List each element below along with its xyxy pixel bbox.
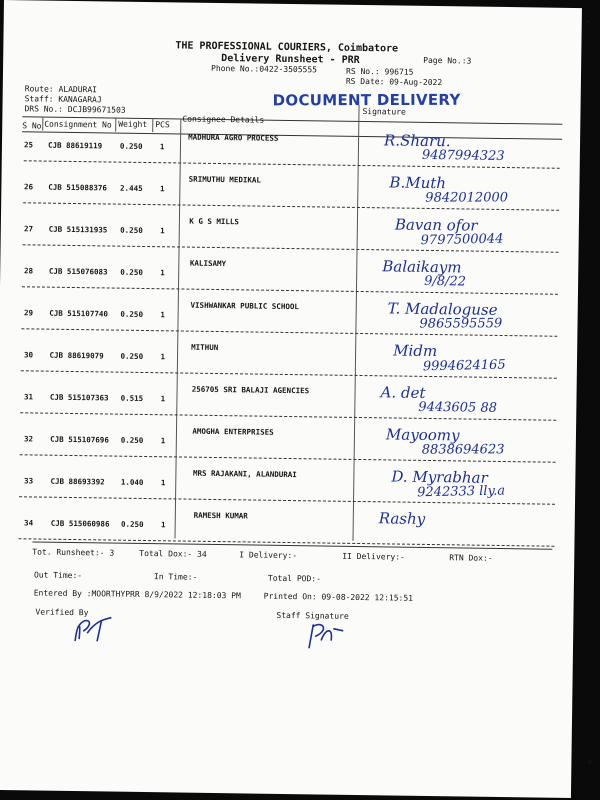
- row-pcs: 1: [160, 520, 166, 530]
- row-pcs: 1: [160, 394, 166, 404]
- col-divider: [174, 118, 181, 538]
- row-sno: 33: [24, 476, 34, 486]
- row-pcs: 1: [160, 436, 166, 446]
- printed-on: Printed On: 09-08-2022 12:15:51: [263, 591, 414, 603]
- row-pcs: 1: [160, 310, 165, 320]
- row-weight: 1.040: [120, 477, 144, 487]
- row-consignee: SRIMUTHU MEDIKAL: [188, 174, 262, 185]
- row-weight: 0.515: [120, 393, 144, 403]
- row-consignment-no: CJB 88619119: [47, 140, 103, 151]
- row-pcs: 1: [160, 478, 166, 488]
- company-name: THE PROFESSIONAL COURIERS, Coimbatore: [175, 40, 399, 55]
- document-delivery-stamp: DOCUMENT DELIVERY: [272, 90, 461, 110]
- row-consignee: MRS RAJAKANI, ALANDURAI: [192, 468, 297, 480]
- row-phone: 9/8/22: [424, 273, 467, 290]
- row-signature: T. Madaloguse: [387, 299, 498, 319]
- row-consignment-no: CJB 515060986: [50, 518, 110, 529]
- staff-signature: Staff Signature: [276, 610, 349, 621]
- row-consignee: 256705 SRI BALAJI AGENCIES: [191, 384, 310, 396]
- header-bottom-rule: [22, 131, 562, 140]
- row-phone: 9842012000: [425, 190, 509, 206]
- row-sno: 28: [23, 266, 34, 276]
- row-sno: 27: [23, 224, 34, 234]
- row-pcs: 1: [160, 268, 165, 278]
- row-sno: 34: [24, 518, 34, 528]
- tot-runsheet: Tot. Runsheet:- 3: [32, 547, 115, 558]
- row-sno: 32: [23, 434, 34, 444]
- row-consignment-no: CJB 515107740: [49, 308, 108, 319]
- row-weight: 0.250: [120, 225, 143, 235]
- row-sno: 29: [23, 308, 34, 318]
- row-consignment-no: CJB 88619079: [49, 350, 104, 361]
- col-divider: [115, 118, 116, 132]
- row-signature: Midm: [393, 341, 438, 361]
- row-signature: Mayoomy: [385, 425, 460, 445]
- route: Route: ALADURAI: [24, 84, 98, 95]
- row-consignment-no: CJB 88693392: [50, 476, 105, 487]
- row-phone: 9487994323: [421, 147, 505, 165]
- row-weight: 0.250: [120, 435, 144, 445]
- scan-artifact: [587, 20, 590, 23]
- row-consignment-no: CJB 515107363: [49, 392, 109, 403]
- row-consignee: K G S MILLS: [189, 216, 240, 227]
- in-time: In Time:-: [153, 572, 198, 582]
- row-sno: 26: [23, 182, 34, 192]
- row-divider: [22, 286, 558, 294]
- row-weight: 0.250: [120, 309, 144, 319]
- out-time: Out Time:-: [33, 570, 83, 581]
- row-signature: Balaikaym: [382, 257, 462, 277]
- row-consignment-no: CJB 515107696: [50, 434, 109, 445]
- row-weight: 0.250: [120, 519, 144, 529]
- row-consignee: AMOGHA ENTERPRISES: [192, 426, 274, 437]
- verified-by-signature: [67, 611, 117, 648]
- row-phone: 9443605 88: [418, 399, 498, 416]
- row-signature: D. Myrabhar: [391, 467, 488, 487]
- row-consignment-no: CJB 515088376: [48, 182, 108, 193]
- row-phone: 8838694623: [421, 442, 505, 458]
- page-number: Page No.:3: [423, 55, 472, 66]
- ii-delivery: II Delivery:-: [342, 551, 405, 562]
- i-delivery: I Delivery:-: [239, 550, 298, 561]
- col-weight: Weight: [118, 119, 148, 130]
- row-pcs: 1: [159, 142, 165, 152]
- drs-number: DRS No.: DCJB99671503: [24, 104, 126, 115]
- col-divider: [152, 118, 153, 132]
- row-pcs: 1: [160, 352, 166, 362]
- row-pcs: 1: [160, 184, 165, 194]
- row-weight: 2.445: [120, 183, 143, 193]
- phone-number: Phone No.:0422-3505555: [211, 63, 318, 75]
- row-phone: 9242333 lly.a: [417, 483, 506, 501]
- rs-number: RS No.: 996715: [345, 66, 414, 77]
- row-signature: Rashy: [378, 509, 426, 528]
- row-sno: 31: [23, 392, 34, 402]
- total-pod: Total POD:-: [267, 573, 321, 584]
- entered-by: Entered By :MOORTHYPRR 8/9/2022 12:18:03 PM: [33, 588, 241, 601]
- row-signature: A. det: [380, 383, 426, 402]
- col-divider: [352, 105, 359, 541]
- row-sno: 30: [23, 350, 34, 360]
- row-phone: 9865595559: [419, 316, 503, 332]
- row-consignee: RAMESH KUMAR: [193, 510, 248, 521]
- col-divider: [42, 117, 43, 131]
- row-consignment-no: CJB 515076083: [48, 266, 108, 277]
- scan-artifact: [588, 760, 592, 764]
- row-consignee: MITHUN: [191, 342, 219, 353]
- col-consignment: Consignment No: [44, 119, 112, 130]
- row-weight: 0.250: [119, 141, 143, 151]
- row-phone: 9797500044: [420, 231, 504, 249]
- verified-by: Verified By: [35, 607, 89, 618]
- row-consignee: KALISAMY: [189, 258, 227, 269]
- col-consignee: Consignee Details: [182, 114, 265, 125]
- staff-signature-scribble: [303, 616, 349, 653]
- row-signature: B.Muth: [389, 173, 447, 193]
- rtn-dox: RTN Dox:-: [449, 553, 493, 563]
- row-phone: 9994624165: [422, 357, 506, 375]
- document-title: Delivery Runsheet - PRR: [221, 53, 360, 66]
- row-consignee: MADHURA AGRO PROCESS: [188, 132, 279, 143]
- rs-date: RS Date: 09-Aug-2022: [345, 76, 443, 88]
- row-sno: 25: [23, 140, 34, 150]
- row-signature: R.Sharu.: [383, 131, 451, 151]
- row-pcs: 1: [160, 226, 165, 236]
- row-consignment-no: CJB 515131935: [48, 224, 108, 235]
- total-dox: Total Dox:- 34: [139, 548, 207, 559]
- col-signature: Signature: [362, 107, 406, 117]
- col-sno: S No: [22, 121, 42, 131]
- row-weight: 0.250: [120, 351, 144, 361]
- row-signature: Bavan ofor: [394, 215, 478, 235]
- staff: Staff: KANAGARAJ: [24, 94, 102, 105]
- row-weight: 0.250: [120, 267, 143, 277]
- col-pcs: PCS: [155, 120, 170, 130]
- row-consignee: VISHWANKAR PUBLIC SCHOOL: [190, 300, 299, 312]
